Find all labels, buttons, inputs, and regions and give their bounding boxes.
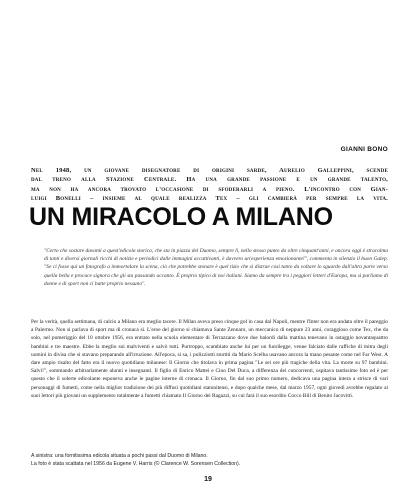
author-name: GIANNI BONO xyxy=(340,146,388,153)
body-text: Per la verità, quella settimana, di calcio a Milano era meglio tacere. Il Milan aveva preso cinque gol in casa dal Napoli, mentre l'Inter non era andata oltre il pareggio a Palermo. Non si parlava di sport ma di cronaca sì. L'eroe del giorno si chiamava Sante Zennaro, un meccanico di neppure 23 anni, coraggioso come Tex, che da solo, nel pomeriggio del 10 ottobre 1956, era entrato nella scuola elementare di Terrazzano dove due balordi dalla mattina tenevano in ostaggio novantaquattro bambini e tre maestre. Ebbe la meglio sui malviventi e salvò tutti. Purtroppo, scambiato anche lui per un fuorilegge, venne falciato dalle raffiche di mitra degli uomini in divisa che si stavano preparando all'irruzione. All'epoca, si sa, i polizziotti sturtiti da Mario Scelba usavano ancora la mano pesante come nel Far West. A dare ampio risalto del fatto era il nuovo quotidiano milanese: Il Giorno che titolava in prima pagina "Le sei ore più tragiche della vita. La morte su 97 bambini. Salvi!", sommando arbitrariamente alunni e insegnanti. Il figlio di Enrico Mattei e Cino Del Duca, a differenza dei concorrenti, ospitava tantissime foto ed è per questo che il solerte edicolante esponeva anche le pagine interne di cronaca. Il Giorno, fin dal suo primo numero, dedicava una pagina intera a strisce di vari personaggi di fumetti, come nella miglior tradizione dei più diffusi quotidiani statunitensi, e dopo qualche mese, dal marzo 1957, ogni giovedì avrebbe regalato ai suoi lettori più giovani un supplemento totalmente a fumetti chiamato Il Giorno dei Ragazzi, su cui farà il suo esordito Cocco Bill di Benito Jacovitti. xyxy=(31,319,388,399)
page-number: 19 xyxy=(204,476,212,483)
lead-line: dal treno alla Stazione Centrale. Ha una grande passione e un grande talento, xyxy=(31,176,388,184)
pull-quote: "Certo che sostare davanti a quest'edicola storica, che sta in piazza del Duomo, sempre lì, nello stesso punto da oltre cinquant'anni, e ancora oggi è stracolma di tanti e diversi giornali ricchi di notizie e periodici dalle immagini accattivanti, è davvero un'esperienza emozionante!", commenta in silenzio il buon Galep. "Se ci fosse qui un fotografo a immortalare la scena, ciò che potrebbe stonare è quel tizio che si distrae così tanto da voltare lo sguardo dall'altra parte verso quella bella e procace signora che gli sta passando accanto. È proprio tipico di noi italiani. Siamo da sempre tra i peggiori letteri d'Europa, ma si parliamo di donne e di sport non ci batte proprio nessuno". xyxy=(44,248,388,287)
lead-line: Nel 1948, un giovane disegnatore di origini sarde, Aurelio Galleppini, scende xyxy=(31,167,388,174)
lead-line: ma non ha ancora trovato l'occasione di sfoderarli a pieno. L'incontro con Gian- xyxy=(31,185,388,193)
caption-line: La foto è stata scattata nel 1956 da Eugene V. Harris (© Clarence W. Sorensen Collection). xyxy=(31,461,241,468)
photo-caption xyxy=(31,452,388,468)
lead-line: luigi Bonelli – insieme al quale realizza Tex – gli cambierà per sempre la vita. xyxy=(31,195,388,203)
lead-paragraph xyxy=(31,166,388,204)
caption-line: A sinistra: una fornitissima edicola situata a pochi passi dal Duomo di Milano. xyxy=(31,453,208,459)
article-headline: UN MIRACOLO A MILANO xyxy=(29,203,333,231)
